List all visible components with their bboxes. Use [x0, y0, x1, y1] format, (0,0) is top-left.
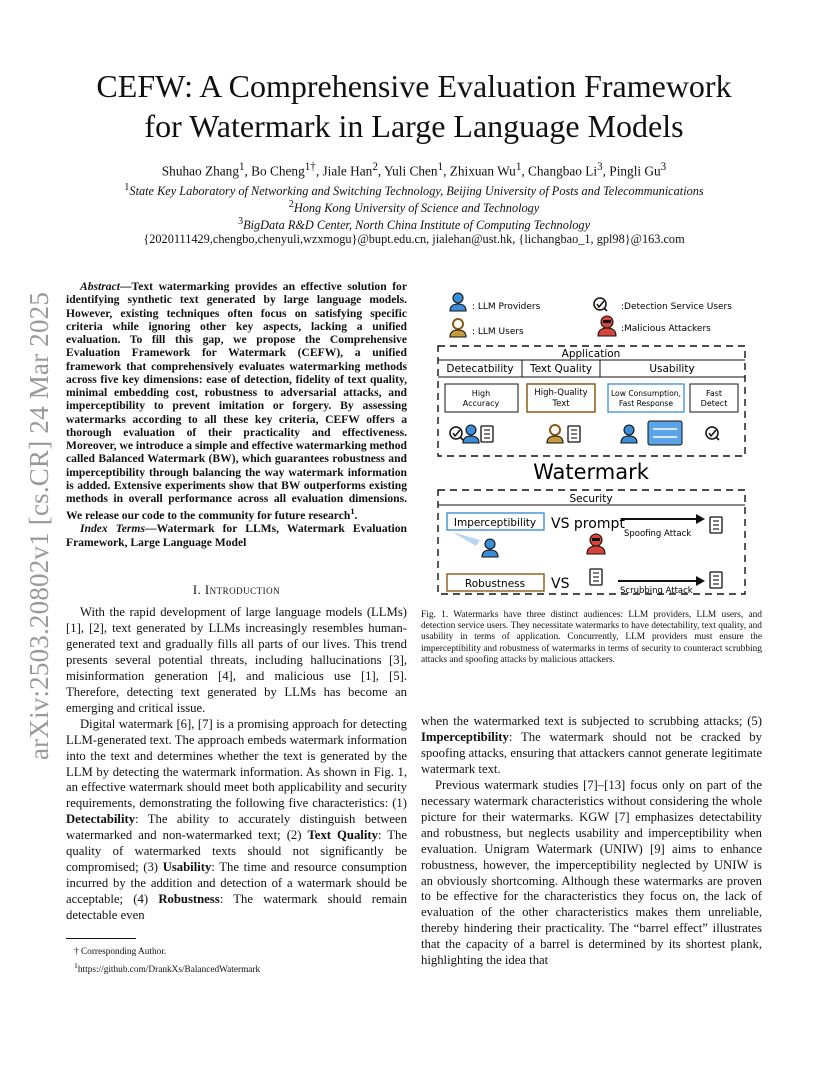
robustness-label: Robustness — [464, 578, 526, 590]
section-heading: I. Introduction — [192, 583, 281, 597]
paper-title — [40, 66, 788, 146]
detectability-header: Detecatbility — [446, 363, 514, 375]
provider-icon — [621, 425, 637, 443]
document-icon — [590, 569, 602, 585]
high-accuracy-line1: High — [471, 389, 491, 398]
imperceptibility-label: Imperceptibility — [453, 517, 537, 529]
document-icon — [481, 426, 493, 442]
figure-caption: Fig. 1. Watermarks have three distinct audiences: LLM providers, LLM users, and detection service users. They necessitate watermarks to have detectability, text quality, and usability in terms of application. Concurrently, LLM providers must ensure the imperceptibility and robustness of watermarks in terms of security to counteract scrubbing attacks and spoofing attacks by malicious attackers. — [421, 610, 762, 665]
provider-icon — [482, 539, 498, 557]
author-emails: {2020111429,chengbo,chenyuli,wzxmogu}@bupt.edu.cn, jialehan@ust.hk, {lichangbao_1, gpl98}@163.com — [143, 232, 685, 246]
footnote-rule — [66, 938, 136, 939]
usability-header: Usability — [649, 363, 695, 375]
figure-1 — [424, 288, 764, 600]
right-column-body — [421, 714, 762, 969]
application-label: Application — [561, 348, 621, 360]
high-accuracy-line2: Accuracy — [462, 399, 500, 408]
detector-icon — [450, 427, 463, 440]
watermark-label: Watermark — [533, 460, 649, 484]
high-quality-line1: High-Quality — [534, 388, 588, 398]
attacker-icon — [587, 534, 605, 554]
arxiv-identifier: arXiv:2503.20802v1 [cs.CR] 24 Mar 2025 — [24, 291, 54, 760]
spoofing-label: Spoofing Attack — [624, 529, 692, 539]
llm-provider-icon — [450, 293, 466, 311]
abstract-text: —Text watermarking provides an effective solution for identifying synthetic text generated by large language models. However, existing techniques often focus on satisfying specific criteria while ignoring other key aspects, lacking a unified evaluation. To fill this gap, we propose the Comprehensive Evaluation Framework for Watermark (CEFW), a unified framework that comprehensively evaluates watermarking methods across five key dimensions: ease of detection, fidelity of text quality, minimal embedding cost, robustness to adversarial attacks, and imperceptibility to prevent imitation or forgery. By assessing watermarks according to all these key criteria, CEFW offers a thorough evaluation of their practicality and effectiveness. Moreover, we introduce a simple and effective watermarking method called Balanced Watermark (BW), which guarantees robustness and imperceptibility through balancing the way watermark information is added. Extensive experiments show that BW outperforms existing methods in overall performance across all evaluation dimensions. We release our code to the community for future research — [66, 280, 407, 523]
server-icon — [648, 421, 682, 445]
legend-attackers: :Malicious Attackers — [621, 324, 711, 334]
author-list: Shuhao Zhang$^1$, Bo Cheng$^{1\dagger}$, Jiale Han$^2$, Yuli Chen$^1$, Zhixuan Wu$^1$, Changbao Li$^3$, Pingli Gu$^3$ — [161, 161, 667, 179]
legend-users: : LLM Users — [472, 327, 524, 337]
fast-detect-line2: Detect — [700, 399, 728, 408]
legend-providers: : LLM Providers — [472, 302, 541, 312]
low-consumption-line1: Low Consumption, — [610, 389, 682, 398]
right-paragraph-2: Previous watermark studies [7]–[13] focus only on part of the necessary watermark characteristics without considering the whole picture for their watermarks. KGW [7] emphasizes detectability and robustness, but neglects usability and imperceptibility when evaluation. Unigram Watermark (UNIW) [9] aims to enhance robustness, however, the imperceptibility neglected by UNIW is an obviously shortcoming. Although these watermarks are proven to be effective for the characteristics they focus on, the lack of evaluation of the other characteristics makes them unreliable, thereby hindering their practicality. The “barrel effect” illustrates that the capacity of a barrel is determined by its shortest plank, highlighting the idea that — [421, 777, 762, 968]
attacker-icon — [598, 316, 616, 336]
document-icon — [568, 426, 580, 442]
vs-prompt-label: VS prompt — [551, 516, 625, 532]
right-paragraph-1: when the watermarked text is subjected to scrubbing attacks; (5) Imperceptibility: The watermark should not be cracked by spoofing attacks, ensuring that attackers cannot generate legitimate watermark text. — [421, 714, 762, 776]
intro-body — [66, 605, 407, 924]
low-consumption-line2: Fast Response — [618, 399, 674, 408]
legend-detection: :Detection Service Users — [621, 302, 732, 312]
detector-icon — [706, 427, 719, 440]
vs-label: VS — [551, 576, 570, 592]
footnote-url: $^1$https://github.com/DrankXs/BalancedWatermark — [74, 961, 261, 976]
fast-detect-line1: Fast — [705, 389, 723, 398]
high-quality-line2: Text — [552, 399, 570, 409]
title-line-1: CEFW: A Comprehensive Evaluation Framework — [96, 68, 732, 104]
title-line-2: for Watermark in Large Language Models — [144, 108, 684, 144]
provider-icon-small — [463, 425, 479, 443]
user-icon — [547, 425, 563, 443]
security-label: Security — [569, 493, 613, 505]
scrubbing-label: Scrubbing Attack — [620, 586, 693, 596]
detection-user-icon — [594, 298, 607, 311]
text-quality-header: Text Quality — [529, 363, 593, 375]
affiliation-3: $^3$BigData R&D Center, North China Institute of Computing Technology — [237, 216, 591, 233]
affiliation-2: $^2$Hong Kong University of Science and Technology — [288, 199, 540, 216]
footnotes — [74, 946, 404, 977]
index-terms-text: —Watermark for LLMs, Watermark Evaluation Framework, Large Language Model — [66, 522, 407, 549]
index-terms-label: Index Terms — [80, 522, 145, 536]
document-icon — [710, 517, 722, 533]
intro-paragraph-1: With the rapid development of large language models (LLMs) [1], [2], text generated by LLMs increasingly resembles human-generated text and gradually fills all parts of our lives. This trend presents several potential threats, including hallucinations [3], misinformation generation [4], and malicious use [1], [5]. Therefore, detecting text generated by LLMs has become an emerging and critical issue. — [66, 605, 407, 715]
llm-user-icon — [450, 319, 466, 337]
document-icon — [710, 572, 722, 588]
affiliation-1: $^1$State Key Laboratory of Networking and Switching Technology, Beijing University of Posts and Telecommunications — [124, 182, 704, 199]
abstract: Abstract—Text watermarking provides an effective solution for identifying synthetic text generated by large language models. However, existing techniques often focus on satisfying specific criteria while ignoring other key aspects, lacking a unified evaluation. To fill this gap, we propose the Comprehensive Evaluation Framework for Watermark (CEFW), a unified framework that comprehensively evaluates watermarking methods across five key dimensions: ease of detection, fidelity of text quality, minimal embedding cost, robustness to adversarial attacks, and imperceptibility to prevent imitation or forgery. By assessing watermarks according to all these key criteria, CEFW offers a thorough evaluation of their practicality and effectiveness. Moreover, we introduce a simple and effective watermarking method called Balanced Watermark (BW), which guarantees robustness and imperceptibility through balancing the way watermark information is added. Extensive experiments show that BW outperforms existing methods in overall performance across all evaluation dimensions. We release our code to the community for future research$^1$. Index Terms—Watermark for LLMs, Watermark Evaluation Framework, Large Language Model — [66, 280, 407, 549]
abstract-label: Abstract — [80, 280, 120, 293]
intro-paragraph-2: Digital watermark [6], [7] is a promising approach for detecting LLM-generated text. The approach embeds watermark information into the text and determines whether the text is generated by the LLM by detecting the watermark information. As shown in Fig. 1, an effective watermark should meet both applicability and security requirements, demonstrating the following five characteristics: (1) Detectability: The ability to accurately distinguish between watermarked and non-watermarked text; (2) Text Quality: The quality of watermarked texts should not significantly be compromised; (3) Usability: The time and resource consumption incurred by the addition and detection of a watermark should be acceptable; (4) Robustness: The watermark should remain detectable even — [66, 716, 407, 923]
footnote-corresponding: † Corresponding Author. — [74, 947, 167, 957]
